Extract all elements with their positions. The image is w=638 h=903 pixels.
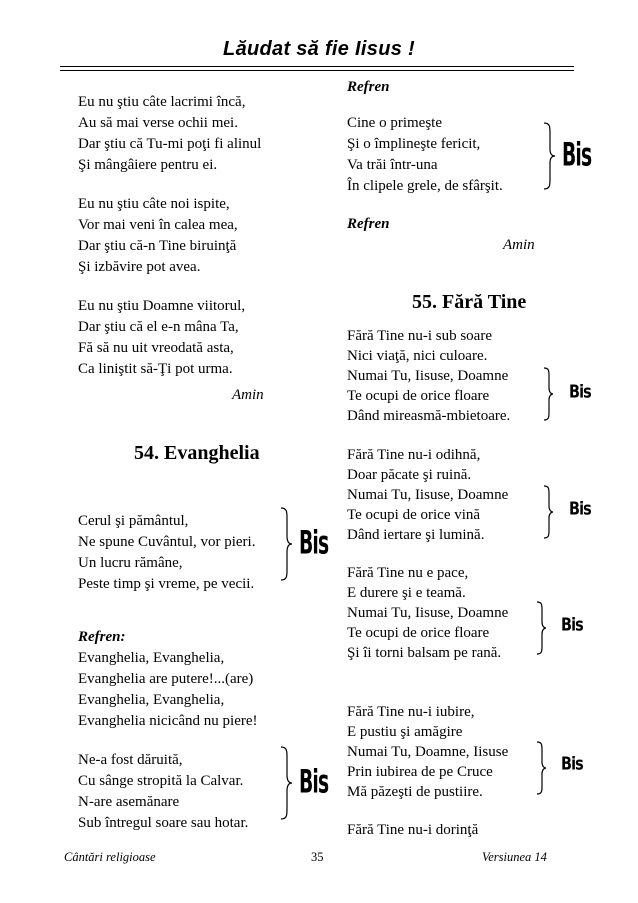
brace-icon — [278, 506, 294, 582]
verse-line: Şi o împlineşte fericit, — [347, 136, 481, 152]
brace-icon — [534, 600, 548, 656]
verse-line: Fără Tine nu-i dorinţă — [347, 822, 479, 838]
bis-label: Bis — [299, 765, 329, 802]
verse-line: Vor mai veni în calea mea, — [78, 217, 238, 233]
bis-label: Bis — [561, 614, 583, 635]
amin-text: Amin — [232, 387, 264, 403]
verse-line: Cu sânge stropită la Calvar. — [78, 773, 244, 789]
verse-line: Şi îi torni balsam pe rană. — [347, 645, 502, 661]
brace-icon — [278, 745, 294, 821]
verse-line: Fără Tine nu e pace, — [347, 565, 469, 581]
bis-label: Bis — [562, 138, 592, 175]
verse-line: Eu nu ştiu câte noi ispite, — [78, 196, 230, 212]
brace-icon — [541, 366, 555, 422]
verse-line: Numai Tu, Iisuse, Doamne — [347, 487, 509, 503]
verse-line: Prin iubirea de pe Cruce — [347, 764, 493, 780]
refren-label: Refren: — [78, 629, 126, 645]
verse-line: Şi mângâiere pentru ei. — [78, 157, 218, 173]
brace-icon — [534, 740, 548, 796]
verse-line: Ne-a fost dăruită, — [78, 752, 183, 768]
verse-line: Şi izbăvire pot avea. — [78, 259, 201, 275]
amin-text: Amin — [503, 237, 535, 253]
bis-label: Bis — [561, 753, 583, 774]
verse-line: Te ocupi de orice vină — [347, 507, 481, 523]
brace-icon — [541, 121, 557, 191]
header-rule-top — [60, 66, 574, 67]
verse-line: E durere şi e teamă. — [347, 585, 466, 601]
header-title: Lăudat să fie Iisus ! — [223, 38, 415, 60]
verse-line: Ne spune Cuvântul, vor pieri. — [78, 534, 256, 550]
refren-label: Refren — [347, 216, 390, 232]
footer-left: Cântări religioase — [64, 850, 156, 864]
verse-line: Fără Tine nu-i iubire, — [347, 704, 475, 720]
page-number: 35 — [311, 850, 324, 864]
refren-line: Evanghelia, Evanghelia, — [78, 650, 225, 666]
header-rule-bottom — [60, 70, 574, 71]
verse-line: Dând mireasmă-mbietoare. — [347, 408, 511, 424]
bis-label: Bis — [569, 498, 591, 519]
refren-line: Evanghelia nicicând nu piere! — [78, 713, 258, 729]
verse-line: În clipele grele, de sfârşit. — [347, 178, 503, 194]
verse-line: N-are asemănare — [78, 794, 180, 810]
verse-line: Eu nu ştiu câte lacrimi încă, — [78, 94, 246, 110]
verse-line: Cine o primeşte — [347, 115, 442, 131]
refren-line: Evanghelia, Evanghelia, — [78, 692, 225, 708]
refren-line: Evanghelia are putere!...(are) — [78, 671, 254, 687]
bis-label: Bis — [299, 526, 329, 563]
refren-label: Refren — [347, 79, 390, 95]
verse-line: E pustiu şi amăgire — [347, 724, 463, 740]
verse-line: Un lucru rămâne, — [78, 555, 183, 571]
verse-line: Numai Tu, Iisuse, Doamne — [347, 368, 509, 384]
verse-line: Doar păcate şi ruină. — [347, 467, 472, 483]
verse-line: Fără Tine nu-i sub soare — [347, 328, 492, 344]
verse-line: Ca liniştit să-Ţi pot urma. — [78, 361, 233, 377]
verse-line: Te ocupi de orice floare — [347, 388, 490, 404]
verse-line: Dar ştiu că el e-n mâna Ta, — [78, 319, 239, 335]
bis-label: Bis — [569, 381, 591, 402]
verse-line: Te ocupi de orice floare — [347, 625, 490, 641]
brace-icon — [541, 484, 555, 540]
verse-line: Va trăi într-una — [347, 157, 438, 173]
footer-right: Versiunea 14 — [482, 850, 547, 864]
verse-line: Cerul şi pământul, — [78, 513, 189, 529]
verse-line: Numai Tu, Doamne, Iisuse — [347, 744, 509, 760]
verse-line: Dar ştiu că-n Tine biruinţă — [78, 238, 237, 254]
verse-line: Dând iertare şi lumină. — [347, 527, 485, 543]
verse-line: Au să mai verse ochii mei. — [78, 115, 238, 131]
verse-line: Nici viaţă, nici culoare. — [347, 348, 488, 364]
verse-line: Mă păzeşti de pustiire. — [347, 784, 483, 800]
verse-line: Eu nu ştiu Doamne viitorul, — [78, 298, 246, 314]
verse-line: Peste timp şi vreme, pe vecii. — [78, 576, 255, 592]
song-title-54: 54. Evanghelia — [134, 442, 260, 464]
verse-line: Sub întregul soare sau hotar. — [78, 815, 249, 831]
song-title-55: 55. Fără Tine — [412, 291, 527, 313]
verse-line: Dar ştiu că Tu-mi poţi fi alinul — [78, 136, 262, 152]
verse-line: Fără Tine nu-i odihnă, — [347, 447, 481, 463]
verse-line: Numai Tu, Iisuse, Doamne — [347, 605, 509, 621]
verse-line: Fă să nu uit vreodată asta, — [78, 340, 234, 356]
